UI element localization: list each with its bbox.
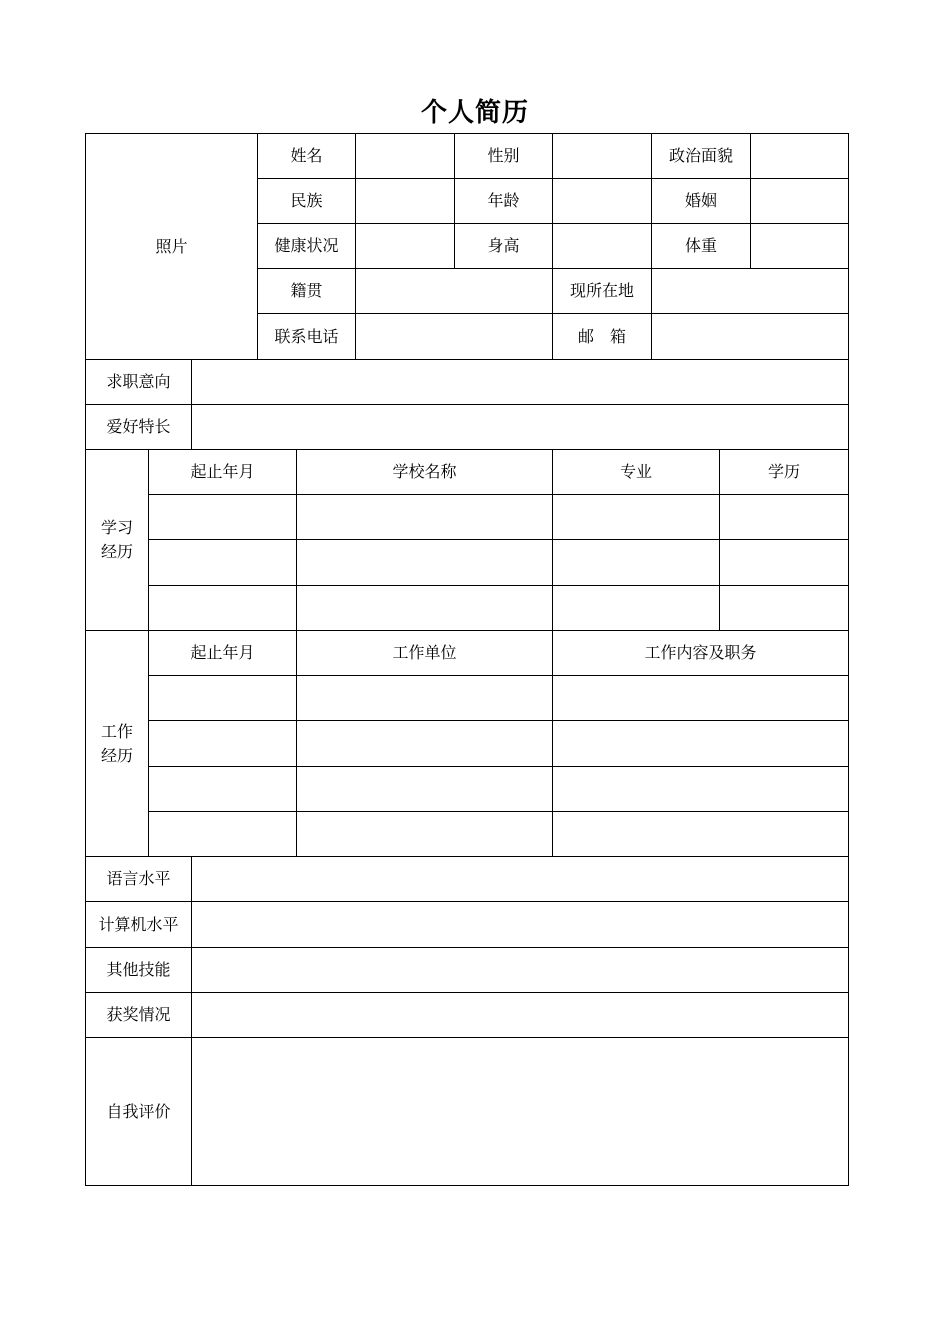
grid-line [148, 494, 849, 495]
awards-field[interactable] [192, 993, 848, 1037]
weight-field[interactable] [751, 224, 848, 268]
grid-line [148, 675, 849, 676]
health-label: 健康状况 [274, 236, 339, 255]
computer-label: 计算机水平 [98, 914, 179, 934]
education-label-line1: 学习 [100, 518, 133, 537]
work-label-line2: 经历 [100, 745, 133, 765]
email-field[interactable] [652, 314, 848, 359]
awards-label: 获奖情况 [106, 1005, 171, 1024]
grid-line [148, 811, 849, 812]
education-header-degree: 学历 [767, 462, 800, 481]
ethnicity-field[interactable] [356, 179, 454, 223]
language-field[interactable] [192, 857, 848, 901]
height-field[interactable] [553, 224, 651, 268]
health-field[interactable] [356, 224, 454, 268]
photo-cell[interactable]: 照片 [155, 236, 188, 256]
grid-line [148, 720, 849, 721]
marriage-label: 婚姻 [684, 191, 717, 210]
work-label-line1: 工作 [100, 721, 133, 741]
work-header-duties: 工作内容及职务 [644, 643, 757, 662]
job-intention-label: 求职意向 [106, 372, 171, 391]
name-label: 姓名 [290, 146, 323, 165]
native-place-field[interactable] [356, 269, 552, 313]
email-label: 邮 箱 [577, 326, 626, 346]
other-skills-label: 其他技能 [106, 960, 171, 979]
gender-label: 性别 [487, 146, 520, 165]
age-field[interactable] [553, 179, 651, 223]
education-section-label [86, 450, 148, 630]
grid-line [148, 585, 849, 586]
grid-line [148, 539, 849, 540]
computer-field[interactable] [192, 902, 848, 947]
current-location-label: 现所在地 [569, 281, 634, 300]
work-header-employer: 工作单位 [392, 643, 457, 662]
education-label-line2: 经历 [100, 542, 133, 561]
ethnicity-label: 民族 [290, 191, 323, 210]
page-title: 个人简历 [420, 98, 529, 128]
hobbies-field[interactable] [192, 405, 848, 449]
current-location-field[interactable] [652, 269, 848, 313]
other-skills-field[interactable] [192, 948, 848, 992]
age-label: 年龄 [487, 191, 520, 210]
gender-field[interactable] [553, 134, 651, 178]
education-header-period: 起止年月 [190, 462, 255, 481]
political-status-field[interactable] [751, 134, 848, 178]
job-intention-field[interactable] [192, 360, 848, 404]
weight-label: 体重 [684, 236, 717, 255]
work-section-label [86, 631, 148, 856]
height-label: 身高 [487, 236, 520, 255]
political-status-label: 政治面貌 [668, 146, 733, 165]
hobbies-label: 爱好特长 [106, 417, 171, 436]
grid-line [148, 766, 849, 767]
work-header-period: 起止年月 [190, 643, 255, 662]
table-border-right [848, 133, 849, 1186]
native-place-label: 籍贯 [290, 281, 323, 300]
self-evaluation-field[interactable] [192, 1038, 848, 1185]
marriage-field[interactable] [751, 179, 848, 223]
language-label: 语言水平 [106, 869, 171, 888]
education-header-major: 专业 [619, 462, 652, 481]
phone-label: 联系电话 [274, 326, 339, 346]
name-field[interactable] [356, 134, 454, 178]
phone-field[interactable] [356, 314, 552, 359]
self-evaluation-label: 自我评价 [106, 1101, 171, 1121]
table-border-bottom [85, 1185, 849, 1186]
education-header-school: 学校名称 [392, 462, 457, 481]
